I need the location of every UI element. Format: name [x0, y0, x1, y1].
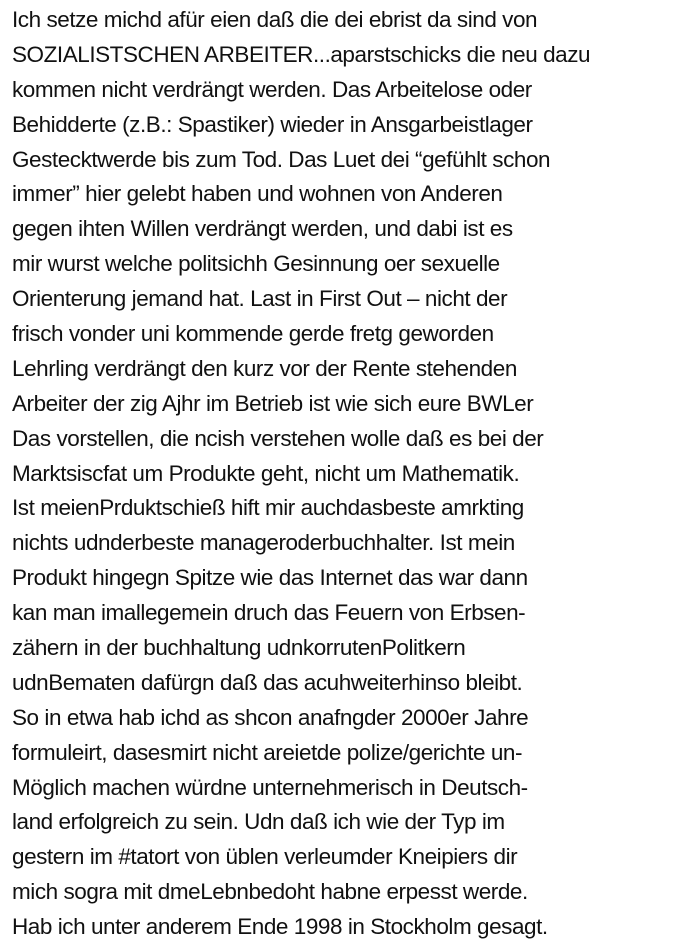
text-line: Behidderte (z.B.: Spastiker) wieder in Ansgarbeistlager — [12, 111, 533, 137]
text-line: Gestecktwerde bis zum Tod. Das Luet dei “gefühlt schon — [12, 146, 551, 172]
text-line: So in etwa hab ichd as shcon anafngder 2000er Jahre — [12, 704, 529, 730]
text-line: mich sogra mit dmeLebnbedoht habne erpesst werde. — [12, 879, 528, 905]
text-line: frisch vonder uni kommende gerde fretg geworden — [12, 321, 494, 347]
text-line: land erfolgreich zu sein. Udn daß ich wie der Typ im — [12, 809, 505, 835]
text-line: formuleirt, dasesmirt nicht areietde polize/gerichte un- — [12, 739, 523, 765]
text-line: Ist meienPrduktschieß hift mir auchdasbeste amrkting — [12, 495, 524, 521]
text-line: zähern in der buchhaltung udnkorrutenPolitkern — [12, 635, 466, 661]
text-line: mir wurst welche politsichh Gesinnung oer sexuelle — [12, 251, 500, 277]
text-line: Das vorstellen, die ncish verstehen wolle daß es bei der — [12, 425, 544, 451]
text-line: Lehrling verdrängt den kurz vor der Rente stehenden — [12, 355, 517, 381]
text-line: nichts udnderbeste manageroderbuchhalter. Ist mein — [12, 530, 515, 556]
text-line: Produkt hingegn Spitze wie das Internet das war dann — [12, 565, 528, 591]
text-line: SOZIALISTSCHEN ARBEITER...aparstschicks die neu dazu — [12, 41, 591, 67]
text-line: Möglich machen würdne unternehmerisch in Deutsch- — [12, 774, 528, 800]
text-line: gegen ihten Willen verdrängt werden, und dabi ist es — [12, 216, 513, 242]
text-line: udnBematen dafürgn daß das acuhweiterhinso bleibt. — [12, 669, 523, 695]
document-text — [12, 3, 680, 945]
text-line: Hab ich unter anderem Ende 1998 in Stockholm gesagt. — [12, 914, 548, 940]
text-line: kan man imallegemein druch das Feuern von Erbsen- — [12, 600, 526, 626]
text-line: Orienterung jemand hat. Last in First Out – nicht der — [12, 286, 508, 312]
text-line: gestern im #tatort von üblen verleumder Kneipiers dir — [12, 844, 518, 870]
text-line: Marktsiscfat um Produkte geht, nicht um Mathematik. — [12, 460, 520, 486]
text-line: immer” hier gelebt haben und wohnen von Anderen — [12, 181, 503, 207]
text-line: Ich setze michd afür eien daß die dei ebrist da sind von — [12, 7, 538, 32]
text-line: Arbeiter der zig Ajhr im Betrieb ist wie sich eure BWLer — [12, 390, 534, 416]
text-line: kommen nicht verdrängt werden. Das Arbeitelose oder — [12, 76, 532, 102]
